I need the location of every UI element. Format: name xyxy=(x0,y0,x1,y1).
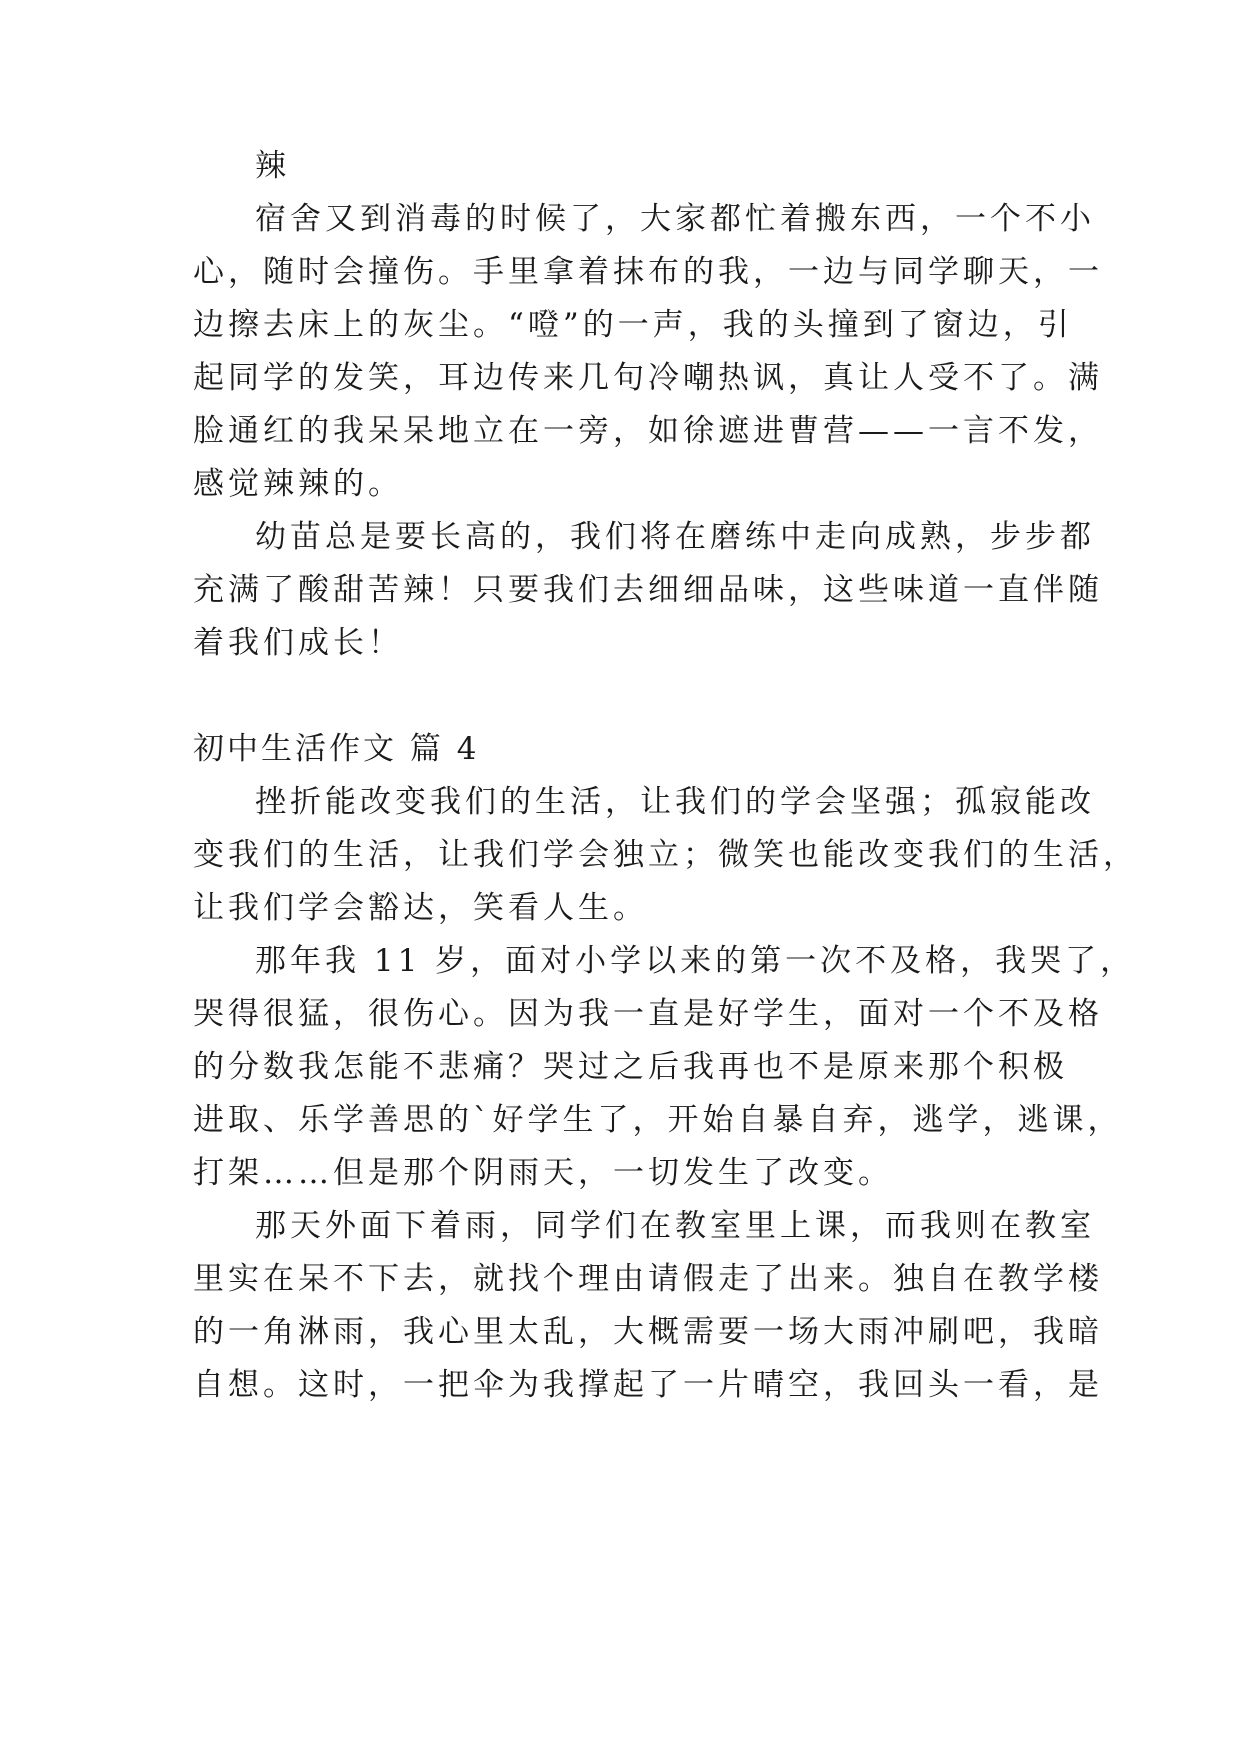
paragraph-line: 自想。这时，一把伞为我撑起了一片晴空，我回头一看，是 xyxy=(193,1367,1103,1403)
paragraph-line: 感觉辣辣的。 xyxy=(193,466,403,502)
paragraph-line: 幼苗总是要长高的，我们将在磨练中走向成熟，步步都 xyxy=(255,519,1095,555)
section-heading: 初中生活作文 篇 4 xyxy=(193,731,480,767)
paragraph-line: 起同学的发笑，耳边传来几句冷嘲热讽，真让人受不了。满 xyxy=(193,360,1103,396)
paragraph-line: 着我们成长！ xyxy=(193,625,403,661)
paragraph-line: 宿舍又到消毒的时候了，大家都忙着搬东西，一个不小 xyxy=(255,201,1095,237)
paragraph-line: 挫折能改变我们的生活，让我们的学会坚强；孤寂能改 xyxy=(255,784,1095,820)
paragraph-line: 那年我 11 岁，面对小学以来的第一次不及格，我哭了， xyxy=(255,943,1136,979)
paragraph-line: 里实在呆不下去，就找个理由请假走了出来。独自在教学楼 xyxy=(193,1261,1103,1297)
paragraph-line: 的一角淋雨，我心里太乱，大概需要一场大雨冲刷吧，我暗 xyxy=(193,1314,1103,1350)
paragraph-line: 变我们的生活，让我们学会独立；微笑也能改变我们的生活， xyxy=(193,837,1138,873)
paragraph-line: 让我们学会豁达，笑看人生。 xyxy=(193,890,648,926)
paragraph-line: 脸通红的我呆呆地立在一旁，如徐遮进曹营——一言不发， xyxy=(193,413,1103,449)
paragraph-line: 辣 xyxy=(255,148,290,184)
paragraph-line: 进取、乐学善思的`好学生了，开始自暴自弃，逃学，逃课， xyxy=(193,1102,1123,1138)
paragraph-line: 哭得很猛，很伤心。因为我一直是好学生，面对一个不及格 xyxy=(193,996,1103,1032)
paragraph-line: 那天外面下着雨，同学们在教室里上课，而我则在教室 xyxy=(255,1208,1095,1244)
paragraph-line: 心，随时会撞伤。手里拿着抹布的我，一边与同学聊天，一 xyxy=(193,254,1103,290)
paragraph-line: 充满了酸甜苦辣！只要我们去细细品味，这些味道一直伴随 xyxy=(193,572,1103,608)
paragraph-line: 打架……但是那个阴雨天，一切发生了改变。 xyxy=(193,1155,893,1191)
paragraph-line: 边擦去床上的灰尘。“噔”的一声，我的头撞到了窗边，引 xyxy=(193,307,1073,343)
paragraph-line: 的分数我怎能不悲痛？哭过之后我再也不是原来那个积极 xyxy=(193,1049,1068,1085)
